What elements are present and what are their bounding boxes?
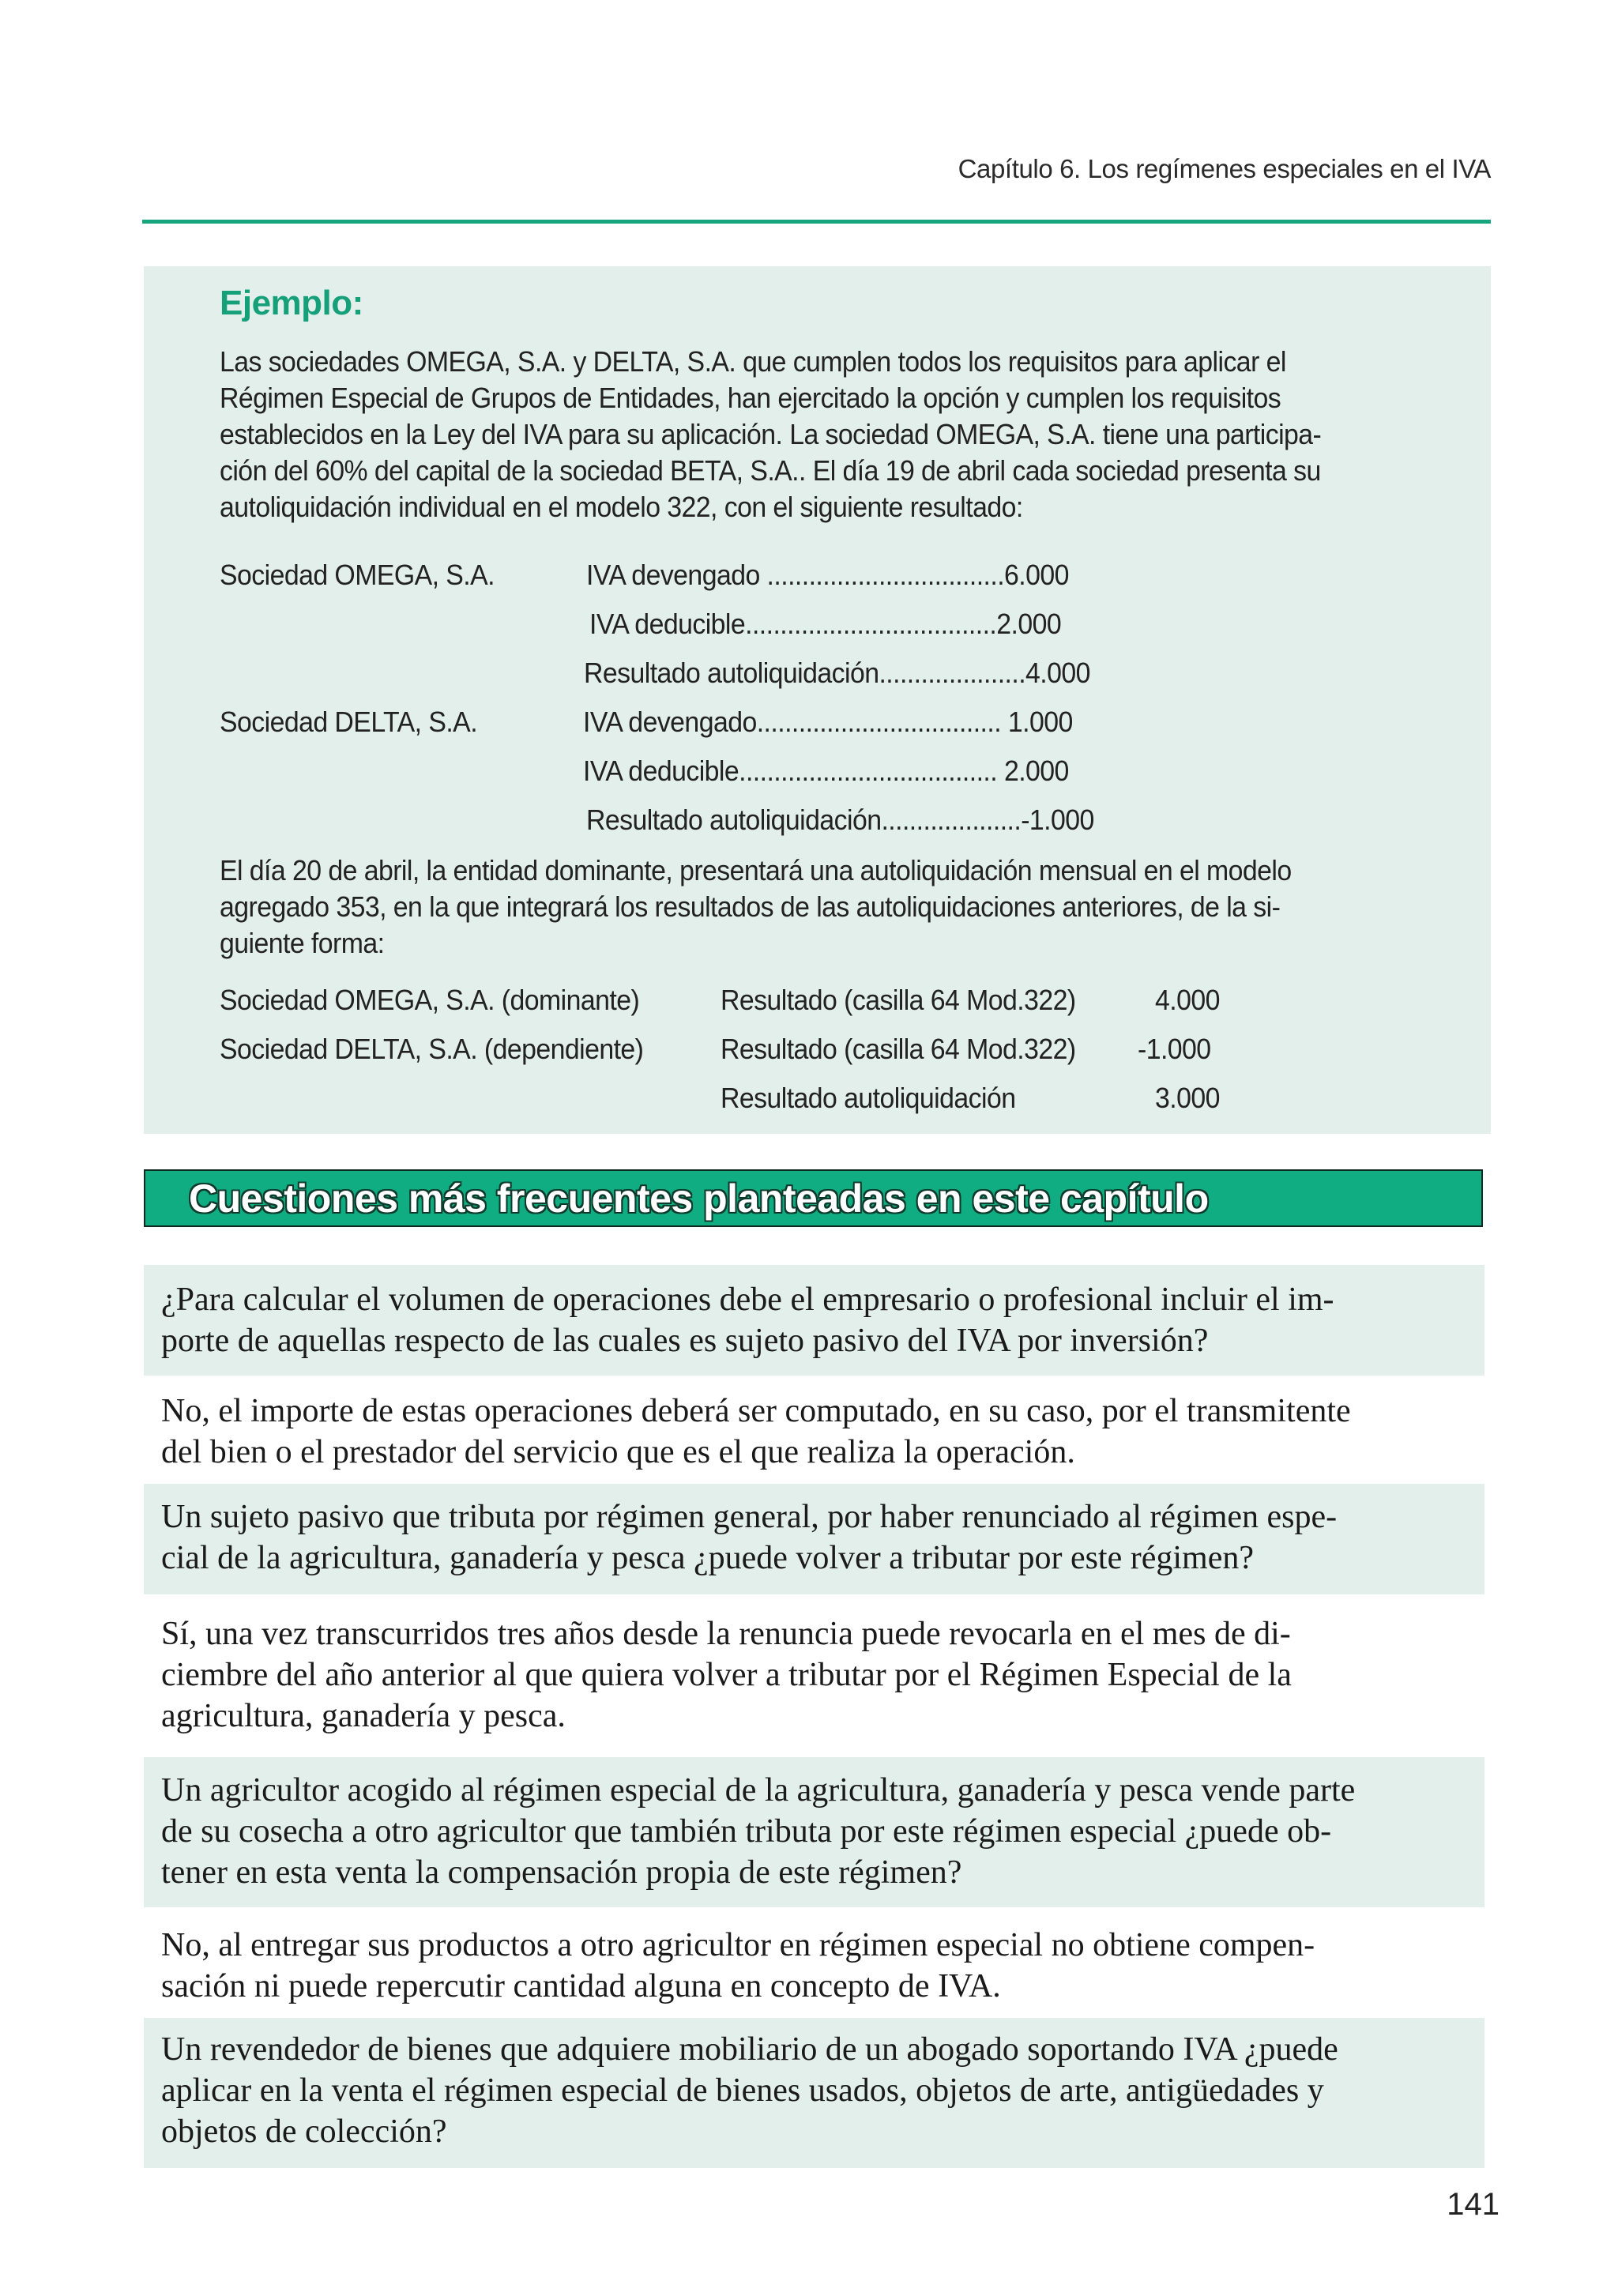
page-number: 141	[1447, 2187, 1499, 2222]
example-middle-line: agregado 353, en la que integrará los resultados de las autoliquidaciones anteriores, de la si-	[220, 890, 1281, 923]
example-title: Ejemplo:	[220, 284, 363, 322]
example-intro-line: ción del 60% del capital de la sociedad BETA, S.A.. El día 19 de abril cada sociedad presenta su	[220, 454, 1321, 487]
example-intro-line: Régimen Especial de Grupos de Entidades, han ejercitado la opción y cumplen los requisitos	[220, 382, 1281, 414]
faq-line: Sí, una vez transcurridos tres años desde la renuncia puede revocarla en el mes de di-	[161, 1616, 1291, 1652]
example-middle	[220, 853, 1341, 962]
example-box	[144, 266, 1491, 1134]
delta-row: IVA deducible..................................... 2.000	[583, 755, 1069, 787]
faq-line: porte de aquellas respecto de las cuales es sujeto pasivo del IVA por inversión?	[161, 1323, 1209, 1359]
faq-line: No, al entregar sus productos a otro agricultor en régimen especial no obtiene compen-	[161, 1927, 1315, 1963]
aggregate-amount: 3.000	[1155, 1082, 1220, 1114]
example-middle-line: guiente forma:	[220, 927, 385, 959]
faq-answer	[144, 1604, 1484, 1754]
faq-line: del bien o el prestador del servicio que es el que realiza la operación.	[161, 1434, 1075, 1470]
faq-question	[144, 2018, 1484, 2168]
example-intro-line: establecidos en la Ley del IVA para su aplicación. La sociedad OMEGA, S.A. tiene una participa-	[220, 418, 1322, 450]
example-intro	[220, 344, 1341, 525]
aggregate-entity: Sociedad DELTA, S.A. (dependiente)	[220, 1033, 644, 1065]
aggregate-amount: 4.000	[1155, 984, 1220, 1016]
faq-line: agricultura, ganadería y pesca.	[161, 1698, 566, 1734]
faq-line: No, el importe de estas operaciones deberá ser computado, en su caso, por el transmitente	[161, 1393, 1351, 1429]
header-rule	[142, 220, 1491, 224]
faq-line: Un revendedor de bienes que adquiere mobiliario de un abogado soportando IVA ¿puede	[161, 2031, 1338, 2068]
chapter-header: Capítulo 6. Los regímenes especiales en el IVA	[958, 154, 1491, 183]
delta-row: IVA devengado................................... 1.000	[583, 706, 1073, 738]
faq-line: objetos de colección?	[161, 2113, 447, 2150]
faq-question	[144, 1484, 1484, 1594]
faq-line: aplicar en la venta el régimen especial de bienes usados, objetos de arte, antigüedades y	[161, 2072, 1324, 2109]
faq-question	[144, 1265, 1484, 1376]
faq-line: ciembre del año anterior al que quiera volver a tributar por el Régimen Especial de la	[161, 1657, 1292, 1693]
faq-line: cial de la agricultura, ganadería y pesca ¿puede volver a tributar por este régimen?	[161, 1540, 1254, 1576]
aggregate-concept: Resultado autoliquidación	[721, 1082, 1016, 1114]
faq-line: Un sujeto pasivo que tributa por régimen general, por haber renunciado al régimen espe-	[161, 1499, 1338, 1535]
aggregate-concept: Resultado (casilla 64 Mod.322)	[721, 1033, 1076, 1065]
delta-label: Sociedad DELTA, S.A.	[220, 706, 478, 738]
omega-row: IVA deducible....................................2.000	[589, 608, 1062, 640]
faq-line: ¿Para calcular el volumen de operaciones debe el empresario o profesional incluir el im-	[161, 1282, 1334, 1318]
faq-question	[144, 1757, 1484, 1907]
omega-row: Resultado autoliquidación.....................4.000	[584, 657, 1090, 689]
example-intro-line: Las sociedades OMEGA, S.A. y DELTA, S.A. que cumplen todos los requisitos para aplicar el	[220, 345, 1286, 378]
faq-answer	[144, 1381, 1484, 1480]
section-title: Cuestiones más frecuentes planteadas en este capítulo	[189, 1176, 1209, 1221]
delta-row: Resultado autoliquidación....................-1.000	[586, 804, 1094, 836]
omega-label: Sociedad OMEGA, S.A.	[220, 559, 495, 591]
example-middle-line: El día 20 de abril, la entidad dominante, presentará una autoliquidación mensual en el modelo	[220, 854, 1292, 886]
faq-line: tener en esta venta la compensación propia de este régimen?	[161, 1854, 962, 1891]
aggregate-concept: Resultado (casilla 64 Mod.322)	[721, 984, 1076, 1016]
example-intro-line: autoliquidación individual en el modelo 322, con el siguiente resultado:	[220, 491, 1023, 523]
aggregate-amount: -1.000	[1138, 1033, 1211, 1065]
faq-line: de su cosecha a otro agricultor que también tributa por este régimen especial ¿puede ob-	[161, 1813, 1332, 1850]
faq-answer	[144, 1915, 1484, 2014]
faq-line: Un agricultor acogido al régimen especial de la agricultura, ganadería y pesca vende parte	[161, 1772, 1356, 1809]
section-title-bar	[144, 1169, 1483, 1227]
faq-line: sación ni puede repercutir cantidad alguna en concepto de IVA.	[161, 1968, 1001, 2004]
omega-row: IVA devengado ..................................6.000	[586, 559, 1069, 591]
aggregate-entity: Sociedad OMEGA, S.A. (dominante)	[220, 984, 640, 1016]
